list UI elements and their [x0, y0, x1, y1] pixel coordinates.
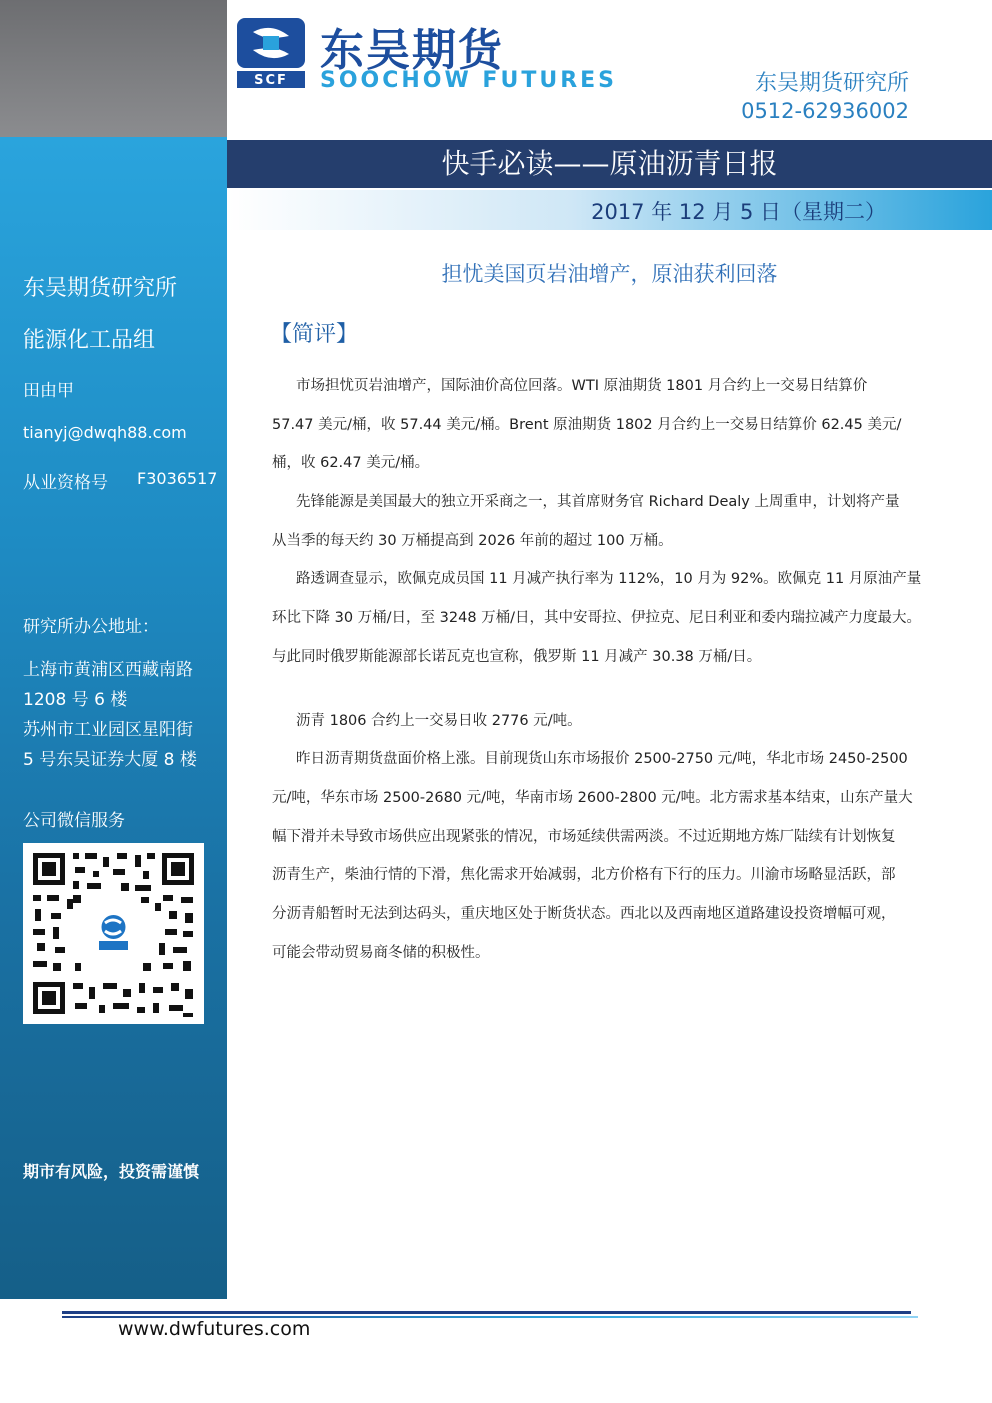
header-left-block — [0, 0, 227, 137]
body-line: 沥青生产，柴油行情的下滑，焦化需求开始减弱，北方价格有下行的压力。川渝市场略显活跃，部 — [272, 867, 896, 883]
body-line: 环比下降 30 万桶/日，至 3248 万桶/日，其中安哥拉、伊拉克、尼日利亚和委内瑞拉减产力度最大。 — [272, 610, 922, 626]
header-institute: 东吴期货研究所 — [754, 71, 909, 96]
address-line: 苏州市工业园区星阳街 — [23, 720, 193, 740]
address-line: 1208 号 6 楼 — [23, 690, 128, 710]
body-line: 市场担忧页岩油增产，国际油价高位回落。WTI 原油期货 1801 月合约上一交易日结算价 — [296, 378, 868, 394]
wechat-label: 公司微信服务 — [23, 811, 125, 831]
company-name-en: SOOCHOW FUTURES — [320, 68, 618, 93]
body-line: 从当季的每天约 30 万桶提高到 2026 年前的超过 100 万桶。 — [272, 533, 673, 549]
report-headline: 担忧美国页岩油增产，原油获利回落 — [441, 262, 778, 286]
analyst-email[interactable]: tianyj@dwqh88.com — [23, 423, 187, 442]
qualification-number: F3036517 — [137, 469, 218, 488]
body-line: 桶，收 62.47 美元/桶。 — [272, 455, 430, 471]
header-phone: 0512-62936002 — [741, 99, 909, 123]
body-line: 幅下滑并未导致市场供应出现紧张的情况，市场延续供需两淡。不过近期地方炼厂陆续有计划恢复 — [272, 829, 896, 845]
body-line: 57.47 美元/桶，收 57.44 美元/桶。Brent 原油期货 1802 月合约上一交易日结算价 62.45 美元/ — [272, 417, 902, 433]
report-date: 2017 年 12 月 5 日（星期二） — [591, 200, 886, 224]
sidebar-institute: 东吴期货研究所 — [23, 276, 178, 301]
section-label: 【简评】 — [270, 322, 359, 347]
sidebar — [0, 137, 227, 1299]
analyst-name: 田由甲 — [23, 381, 74, 401]
body-line: 昨日沥青期货盘面价格上涨。目前现货山东市场报价 2500-2750 元/吨，华北市场 2450-2500 — [296, 751, 908, 767]
company-logo-mark — [237, 18, 305, 94]
body-line: 路透调查显示，欧佩克成员国 11 月减产执行率为 112%，10 月为 92%。欧佩克 11 月原油产量 — [296, 571, 922, 587]
company-name-cn: 东吴期货 — [320, 25, 504, 76]
logo-mark-text: SCF — [254, 73, 288, 88]
report-title: 快手必读——原油沥青日报 — [441, 147, 778, 180]
report-title-bar — [227, 140, 992, 188]
body-line: 元/吨，华东市场 2500-2680 元/吨，华南市场 2600-2800 元/吨。北方需求基本结束，山东产量大 — [272, 790, 913, 806]
body-line: 先锋能源是美国最大的独立开采商之一，其首席财务官 Richard Dealy 上周重申，计划将产量 — [296, 494, 900, 510]
date-bar — [227, 190, 992, 230]
sidebar-group: 能源化工品组 — [23, 328, 156, 353]
body-line: 分沥青船暂时无法到达码头，重庆地区处于断货状态。西北以及西南地区道路建设投资增幅可观， — [272, 906, 896, 922]
footer-rule — [62, 1311, 911, 1314]
body-line: 可能会带动贸易商冬储的积极性。 — [272, 945, 490, 961]
body-line: 与此同时俄罗斯能源部长诺瓦克也宣称，俄罗斯 11 月减产 30.38 万桶/日。 — [272, 649, 762, 665]
wechat-qr-code — [23, 843, 204, 1024]
address-label: 研究所办公地址： — [23, 617, 159, 637]
qualification-label: 从业资格号 — [23, 473, 108, 493]
address-line: 5 号东吴证券大厦 8 楼 — [23, 750, 197, 770]
body-line: 沥青 1806 合约上一交易日收 2776 元/吨。 — [296, 713, 582, 729]
footer-website-link[interactable]: www.dwfutures.com — [118, 1318, 311, 1340]
address-line: 上海市黄浦区西藏南路 — [23, 660, 193, 680]
risk-warning: 期市有风险，投资需谨慎 — [23, 1162, 200, 1181]
